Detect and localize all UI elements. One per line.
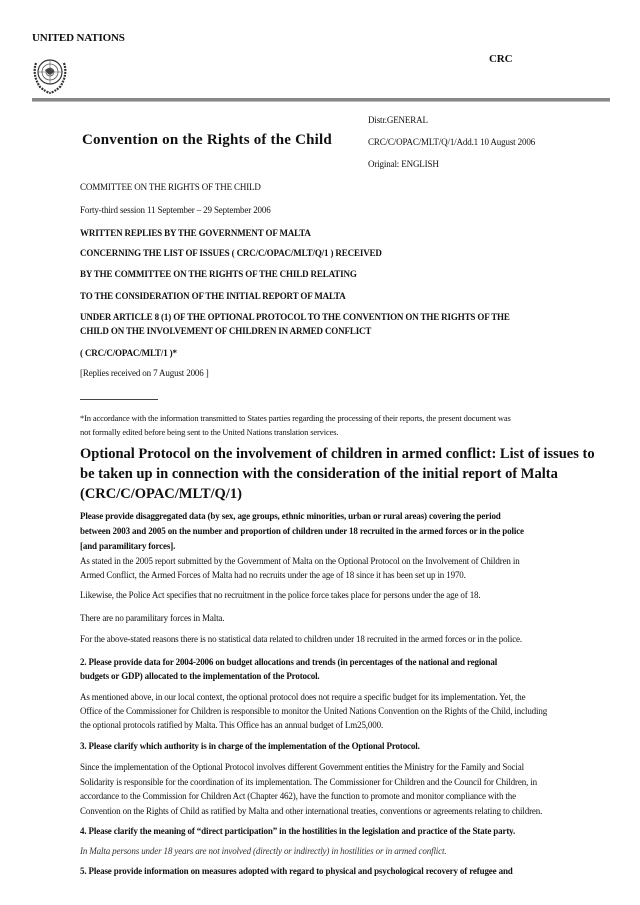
q1-line: Please provide disaggregated data (by sex, age groups, ethnic minorities, urban or rural areas) covering the period [80,511,501,521]
org-name: UNITED NATIONS [32,32,125,44]
a1-line: Armed Conflict, the Armed Forces of Malta had no recruits under the age of 18 since it has been set up in 1970. [80,570,466,580]
preamble-line: BY THE COMMITTEE ON THE RIGHTS OF THE CHILD RELATING [80,269,357,279]
un-emblem-icon [31,53,69,95]
a1d-line: For the above-stated reasons there is no statistical data related to children under 18 recruited in the armed forces or in the police. [80,634,522,644]
a2-line: As mentioned above, in our local context, the optional protocol does not require a specific budget for its implementation. Yet, the [80,692,526,702]
q2-line: budgets or GDP) allocated to the implementation of the Protocol. [80,671,320,681]
q3-line: 3. Please clarify which authority is in charge of the implementation of the Optional Protocol. [80,741,420,751]
page-title: Convention on the Rights of the Child [82,132,332,148]
a1b-line: Likewise, the Police Act specifies that no recruitment in the police force takes place for persons under the age of 18. [80,590,481,600]
original-language: Original: ENGLISH [368,159,439,169]
preamble-line: CHILD ON THE INVOLVEMENT OF CHILDREN IN ARMED CONFLICT [80,326,372,336]
heading-line: Optional Protocol on the involvement of children in armed conflict: List of issues to [80,446,595,462]
document-series: CRC [489,53,513,65]
preamble-line: [Replies received on 7 August 2006 ] [80,368,209,378]
heading-line: be taken up in connection with the consideration of the initial report of Malta [80,466,558,482]
header-rule [32,98,610,102]
preamble-line: CONCERNING THE LIST OF ISSUES ( CRC/C/OPAC/MLT/Q/1 ) RECEIVED [80,248,382,258]
preamble-line: TO THE CONSIDERATION OF THE INITIAL REPORT OF MALTA [80,291,346,301]
a3-line: accordance to the Commission for Children Act (Chapter 462), have the function to promote and monitor compliance with the [80,791,516,801]
a1-line: As stated in the 2005 report submitted by the Government of Malta on the Optional Protocol on the Involvement of Children in [80,556,520,566]
preamble-line: Forty-third session 11 September – 29 September 2006 [80,205,271,215]
a3-line: Convention on the Rights of Child as ratified by Malta and other international treaties, conventions or agreements relating to children. [80,806,543,816]
a4-line: In Malta persons under 18 years are not involved (directly or indirectly) in hostilities or in armed conflict. [80,846,447,856]
footnote-line: *In accordance with the information transmitted to States parties regarding the processing of their reports, the present document was [80,413,511,423]
footnote-rule [80,399,158,400]
q4-line: 4. Please clarify the meaning of “direct participation” in the hostilities in the legislation and practice of the State party. [80,826,516,836]
heading-line: (CRC/C/OPAC/MLT/Q/1) [80,486,242,502]
a2-line: the optional protocols ratified by Malta. This Office has an annual budget of Lm25,000. [80,720,384,730]
preamble-line: WRITTEN REPLIES BY THE GOVERNMENT OF MALTA [80,228,311,238]
q1-line: [and paramilitary forces]. [80,541,176,551]
footnote-line: not formally edited before being sent to the United Nations translation services. [80,427,339,437]
a2-line: Office of the Commissioner for Children is responsible to monitor the United Nations Convention on the Rights of the Child, including [80,706,548,716]
distribution: Distr.GENERAL [368,115,428,125]
a1c-line: There are no paramilitary forces in Malta. [80,613,225,623]
preamble-line: UNDER ARTICLE 8 (1) OF THE OPTIONAL PROTOCOL TO THE CONVENTION ON THE RIGHTS OF THE [80,312,510,322]
a3-line: Since the implementation of the Optional Protocol involves different Government entities the Ministry for the Family and Social [80,762,524,772]
q1-line: between 2003 and 2005 on the number and proportion of children under 18 recruited in the armed forces or in the police [80,526,524,536]
q5-line: 5. Please provide information on measures adopted with regard to physical and psychological recovery of refugee and [80,866,513,876]
preamble-line: COMMITTEE ON THE RIGHTS OF THE CHILD [80,182,261,192]
q2-line: 2. Please provide data for 2004-2006 on budget allocations and trends (in percentages of the national and regional [80,657,498,667]
document-symbol: CRC/C/OPAC/MLT/Q/1/Add.1 10 August 2006 [368,137,536,147]
a3-line: Solidarity is responsible for the coordination of its implementation. The Commissioner for Children and the Council for Children, in [80,777,537,787]
preamble-line: ( CRC/C/OPAC/MLT/1 )* [80,348,177,358]
